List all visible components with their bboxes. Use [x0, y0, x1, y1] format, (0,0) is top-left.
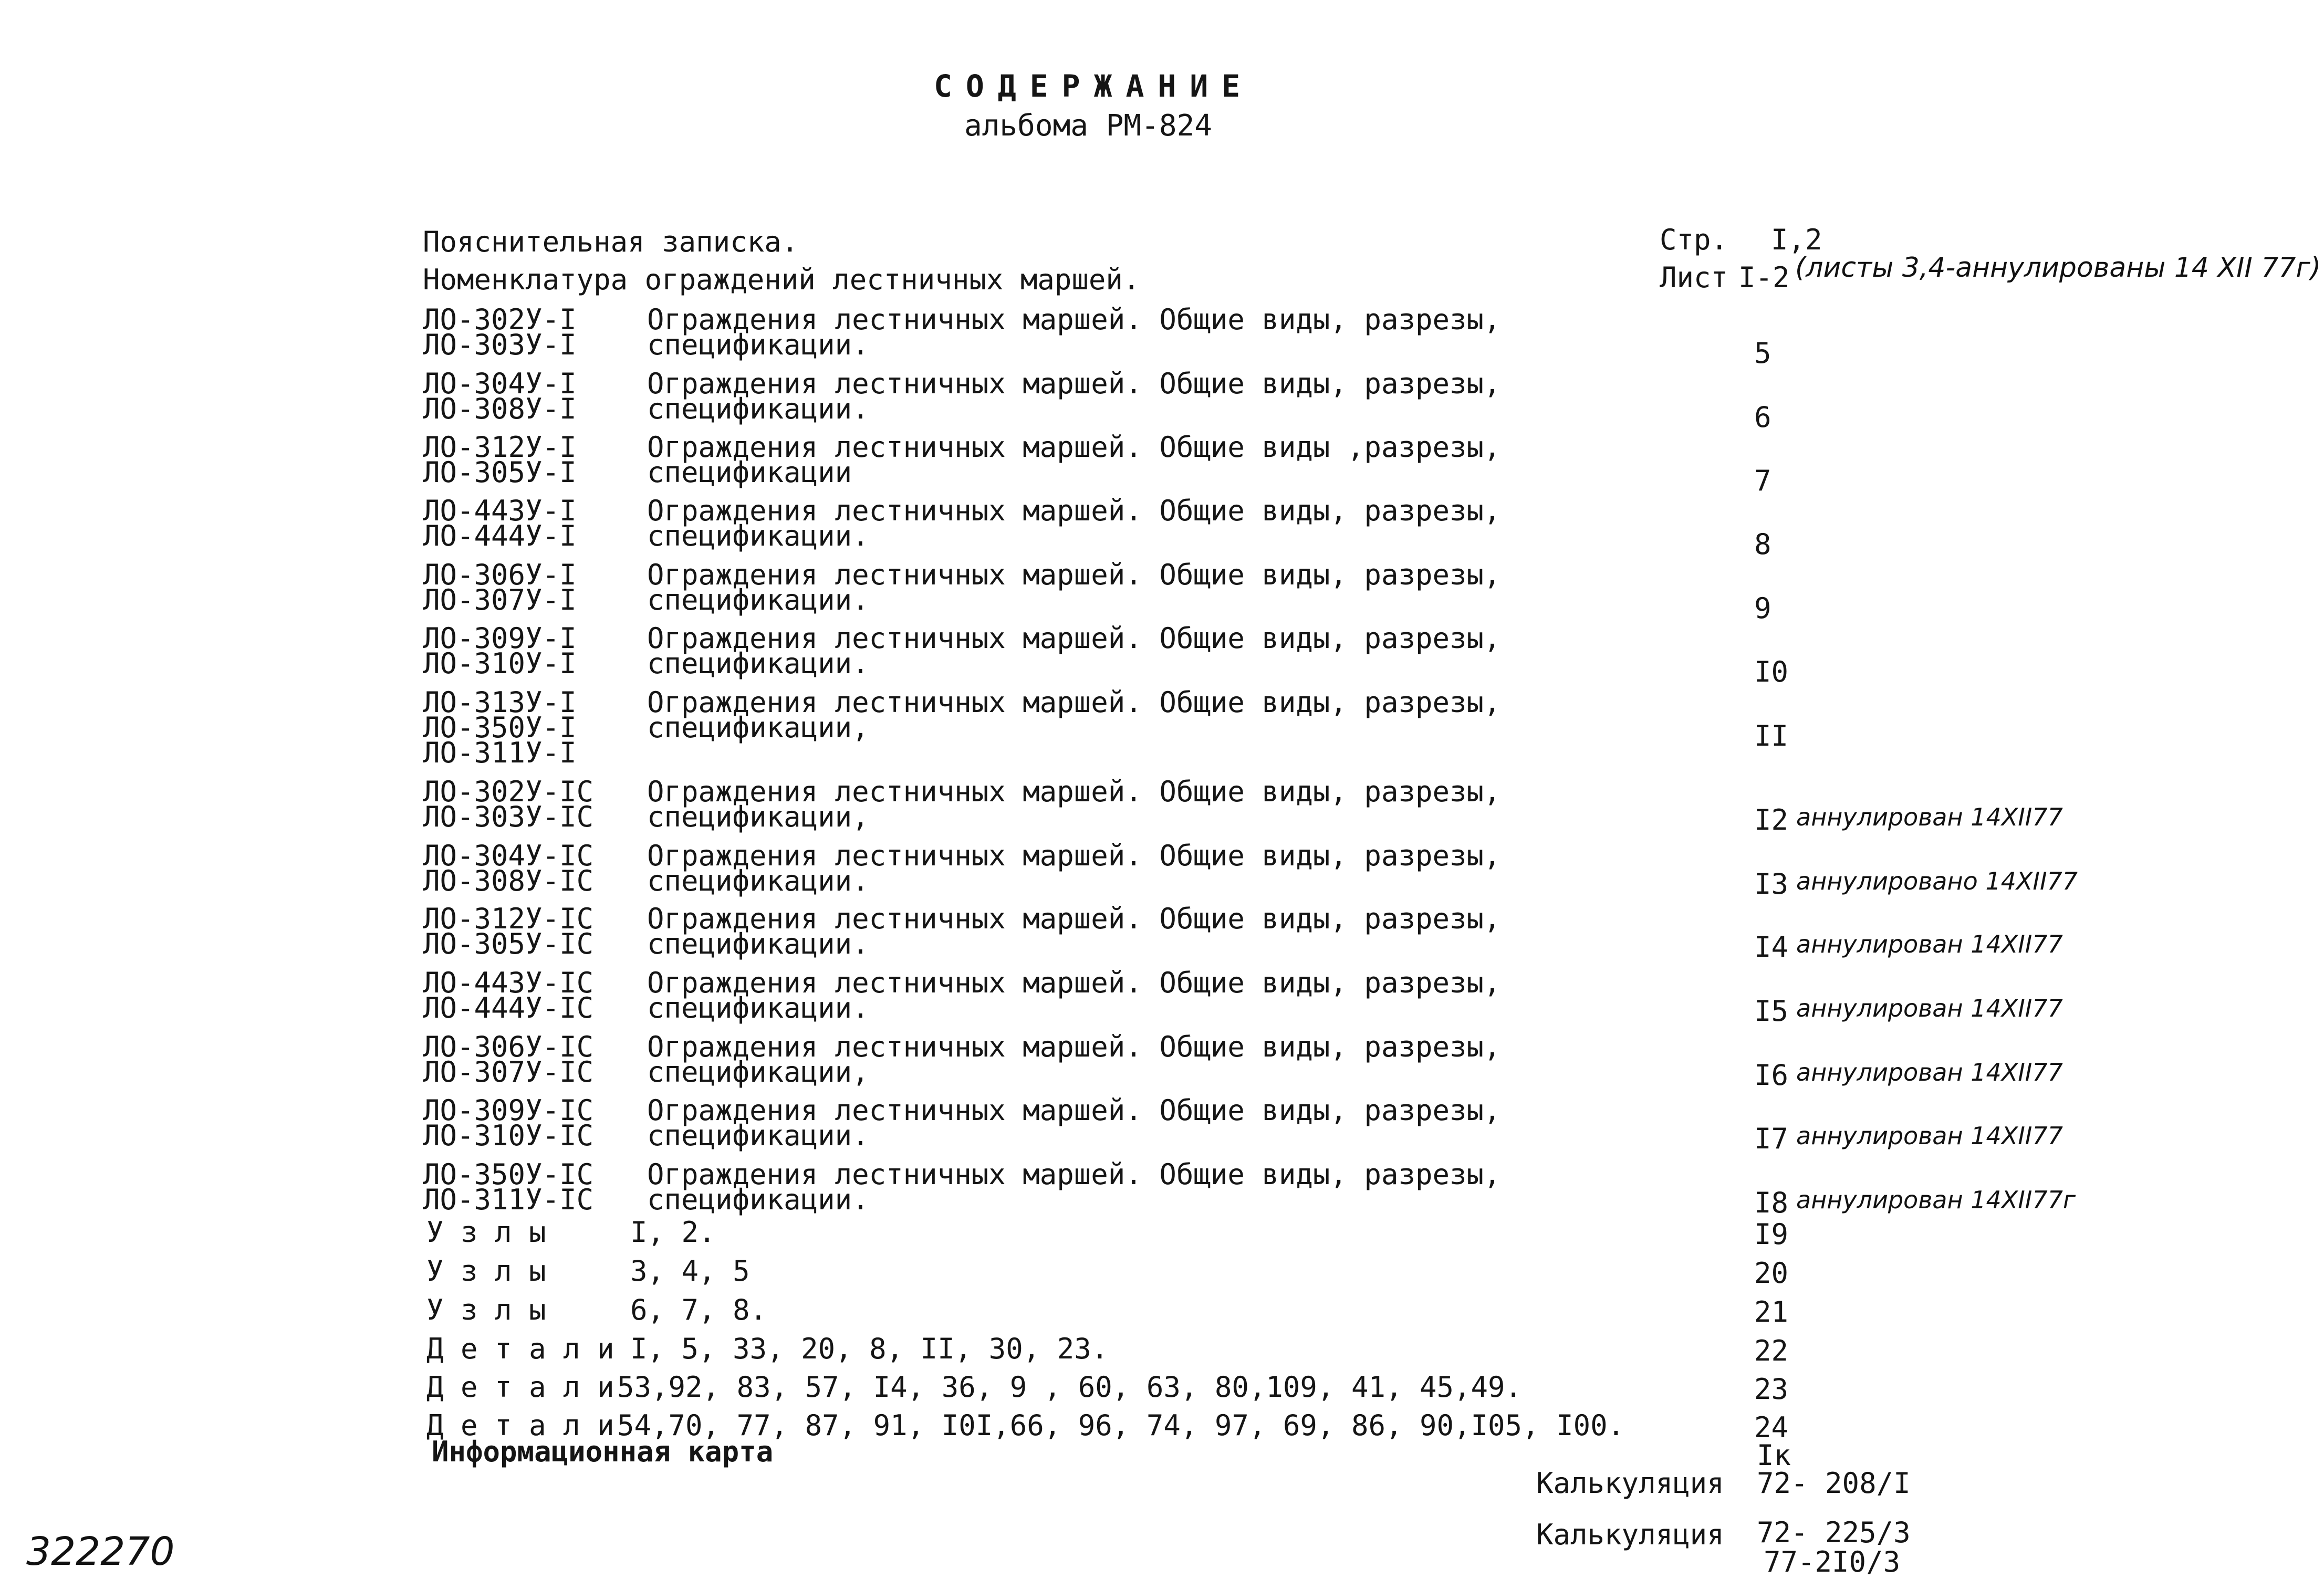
entry-code: ЛО-303У-IС: [423, 800, 594, 833]
entry-description-line2: спецификации.: [647, 991, 869, 1024]
entry-page: I8: [1754, 1186, 1789, 1219]
entry-page: I6: [1754, 1059, 1789, 1092]
explanatory-note-ref-label: Стр.: [1660, 223, 1728, 256]
document-subtitle: альбома РМ-824: [964, 109, 1213, 143]
entry-page: I3: [1754, 867, 1789, 901]
calc-2-extra: 77-2I0/3: [1764, 1545, 1901, 1578]
calc-2-value: 72- 225/3: [1757, 1516, 1911, 1549]
entry-description-line2: спецификации: [647, 456, 852, 489]
entry-code: ЛО-311У-IС: [423, 1183, 594, 1216]
document-title: СОДЕРЖАНИЕ: [934, 68, 1254, 104]
entry-page: I0: [1754, 655, 1789, 688]
calc-1-value: 72- 208/I: [1757, 1467, 1911, 1500]
node-page: 21: [1754, 1295, 1789, 1329]
node-page: 20: [1754, 1257, 1789, 1290]
entry-code: ЛО-350У-IС: [423, 1158, 594, 1191]
explanatory-note-label: Пояснительная записка.: [423, 225, 799, 258]
entry-description-line1: Ограждения лестничных маршей. Общие виды, разрезы,: [647, 1158, 1501, 1191]
entry-code: ЛО-312У-I: [423, 431, 577, 464]
entry-description-line2: спецификации,: [647, 1055, 869, 1089]
entry-code: ЛО-350У-I: [423, 711, 577, 744]
entry-description-line2: спецификации.: [647, 647, 869, 680]
nomenclature-ref-label: Лист: [1660, 261, 1728, 294]
entry-code: ЛО-309У-I: [423, 622, 577, 655]
detail-label: Д е т а л и: [426, 1409, 614, 1442]
entry-description-line2: спецификации.: [647, 1119, 869, 1152]
entry-code: ЛО-312У-IС: [423, 902, 594, 935]
entry-annulled-note: аннулирован 14XII77: [1796, 994, 2063, 1022]
entry-description-line1: Ограждения лестничных маршей. Общие виды, разрезы,: [647, 775, 1501, 808]
detail-numbers: 53,92, 83, 57, I4, 36, 9 , 60, 63, 80,109, 41, 45,49.: [617, 1371, 1523, 1404]
entry-description-line1: Ограждения лестничных маршей. Общие виды, разрезы,: [647, 558, 1501, 591]
entry-description-line2: спецификации.: [647, 927, 869, 960]
entry-annulled-note: аннулирован 14XII77г: [1796, 1186, 2076, 1214]
entry-page: 7: [1754, 464, 1771, 497]
entry-description-line1: Ограждения лестничных маршей. Общие виды, разрезы,: [647, 1030, 1501, 1063]
entry-code: ЛО-311У-I: [423, 736, 577, 769]
entry-code: ЛО-310У-I: [423, 647, 577, 680]
archive-number: 322270: [26, 1529, 175, 1574]
entry-code: ЛО-309У-IС: [423, 1094, 594, 1127]
nomenclature-ref-value: I-2: [1738, 261, 1790, 294]
entry-page: I2: [1754, 803, 1789, 836]
entry-code: ЛО-307У-IС: [423, 1055, 594, 1089]
entry-code: ЛО-310У-IС: [423, 1119, 594, 1152]
entry-code: ЛО-313У-I: [423, 686, 577, 719]
node-detail: 3, 4, 5: [630, 1254, 750, 1288]
entry-page: 6: [1754, 401, 1771, 434]
entry-description-line1: Ограждения лестничных маршей. Общие виды, разрезы,: [647, 622, 1501, 655]
entry-description-line1: Ограждения лестничных маршей. Общие виды, разрезы,: [647, 966, 1501, 999]
entry-code: ЛО-444У-I: [423, 519, 577, 552]
entry-code: ЛО-308У-I: [423, 392, 577, 425]
entry-code: ЛО-308У-IС: [423, 864, 594, 897]
entry-description-line2: спецификации,: [647, 800, 869, 833]
entry-annulled-note: аннулирован 14XII77: [1796, 803, 2063, 831]
entry-code: ЛО-302У-I: [423, 303, 577, 336]
entry-page: I7: [1754, 1122, 1789, 1155]
entry-description-line2: спецификации.: [647, 864, 869, 897]
info-card-label: Информационная карта: [432, 1435, 774, 1468]
entry-description-line1: Ограждения лестничных маршей. Общие виды, разрезы,: [647, 367, 1501, 400]
entry-description-line2: спецификации.: [647, 583, 869, 616]
entry-description-line2: спецификации.: [647, 519, 869, 552]
entry-description-line1: Ограждения лестничных маршей. Общие виды, разрезы,: [647, 902, 1501, 935]
entry-code: ЛО-443У-IС: [423, 966, 594, 999]
entry-description-line2: спецификации,: [647, 711, 869, 744]
detail-label: Д е т а л и: [426, 1371, 614, 1404]
entry-code: ЛО-307У-I: [423, 583, 577, 616]
nomenclature-handwritten-note: (листы 3,4-аннулированы 14 XII 77г): [1795, 252, 2321, 284]
entry-description-line2: спецификации.: [647, 1183, 869, 1216]
detail-label: Д е т а л и: [426, 1332, 614, 1365]
entry-annulled-note: аннулирован 14XII77: [1796, 1058, 2063, 1086]
entry-page: 5: [1754, 337, 1771, 370]
entry-description-line1: Ограждения лестничных маршей. Общие виды, разрезы,: [647, 1094, 1501, 1127]
detail-page: 23: [1754, 1373, 1789, 1406]
entry-page: I5: [1754, 995, 1789, 1028]
entry-page: I4: [1754, 930, 1789, 964]
entry-description-line1: Ограждения лестничных маршей. Общие виды, разрезы,: [647, 839, 1501, 872]
entry-code: ЛО-444У-IС: [423, 991, 594, 1024]
node-detail: 6, 7, 8.: [630, 1293, 767, 1326]
entry-page: 9: [1754, 592, 1771, 625]
explanatory-note-ref-value: I,2: [1771, 223, 1822, 256]
info-card-page: Iк: [1757, 1439, 1791, 1472]
entry-description-line1: Ограждения лестничных маршей. Общие виды ,разрезы,: [647, 431, 1501, 464]
entry-code: ЛО-306У-I: [423, 558, 577, 591]
nomenclature-label: Номенклатура ограждений лестничных маршей.: [423, 263, 1140, 296]
entry-code: ЛО-306У-IС: [423, 1030, 594, 1063]
entry-code: ЛО-304У-IС: [423, 839, 594, 872]
detail-page: 24: [1754, 1411, 1789, 1444]
node-page: I9: [1754, 1218, 1789, 1251]
entry-description-line1: Ограждения лестничных маршей. Общие виды, разрезы,: [647, 686, 1501, 719]
calc-1-label: Калькуляция: [1536, 1467, 1724, 1500]
detail-page: 22: [1754, 1334, 1789, 1367]
node-label: У з л ы: [426, 1254, 546, 1288]
detail-numbers: 54,70, 77, 87, 91, I0I,66, 96, 74, 97, 69, 86, 90,I05, I00.: [617, 1409, 1625, 1442]
entry-description-line1: Ограждения лестничных маршей. Общие виды, разрезы,: [647, 494, 1501, 527]
node-label: У з л ы: [426, 1293, 546, 1326]
entry-annulled-note: аннулировано 14XII77: [1796, 867, 2078, 895]
entry-annulled-note: аннулирован 14XII77: [1796, 930, 2063, 958]
entry-code: ЛО-305У-I: [423, 456, 577, 489]
entry-code: ЛО-304У-I: [423, 367, 577, 400]
detail-numbers: I, 5, 33, 20, 8, II, 30, 23.: [630, 1332, 1109, 1365]
entry-description-line1: Ограждения лестничных маршей. Общие виды, разрезы,: [647, 303, 1501, 336]
entry-code: ЛО-443У-I: [423, 494, 577, 527]
calc-2-label: Калькуляция: [1536, 1518, 1724, 1551]
node-label: У з л ы: [426, 1216, 546, 1249]
entry-code: ЛО-303У-I: [423, 328, 577, 361]
entry-description-line2: спецификации.: [647, 392, 869, 425]
entry-description-line2: спецификации.: [647, 328, 869, 361]
node-detail: I, 2.: [630, 1216, 716, 1249]
entry-page: 8: [1754, 528, 1771, 561]
entry-code: ЛО-305У-IС: [423, 927, 594, 960]
entry-annulled-note: аннулирован 14XII77: [1796, 1122, 2063, 1150]
entry-code: ЛО-302У-IС: [423, 775, 594, 808]
entry-page: II: [1754, 719, 1789, 752]
